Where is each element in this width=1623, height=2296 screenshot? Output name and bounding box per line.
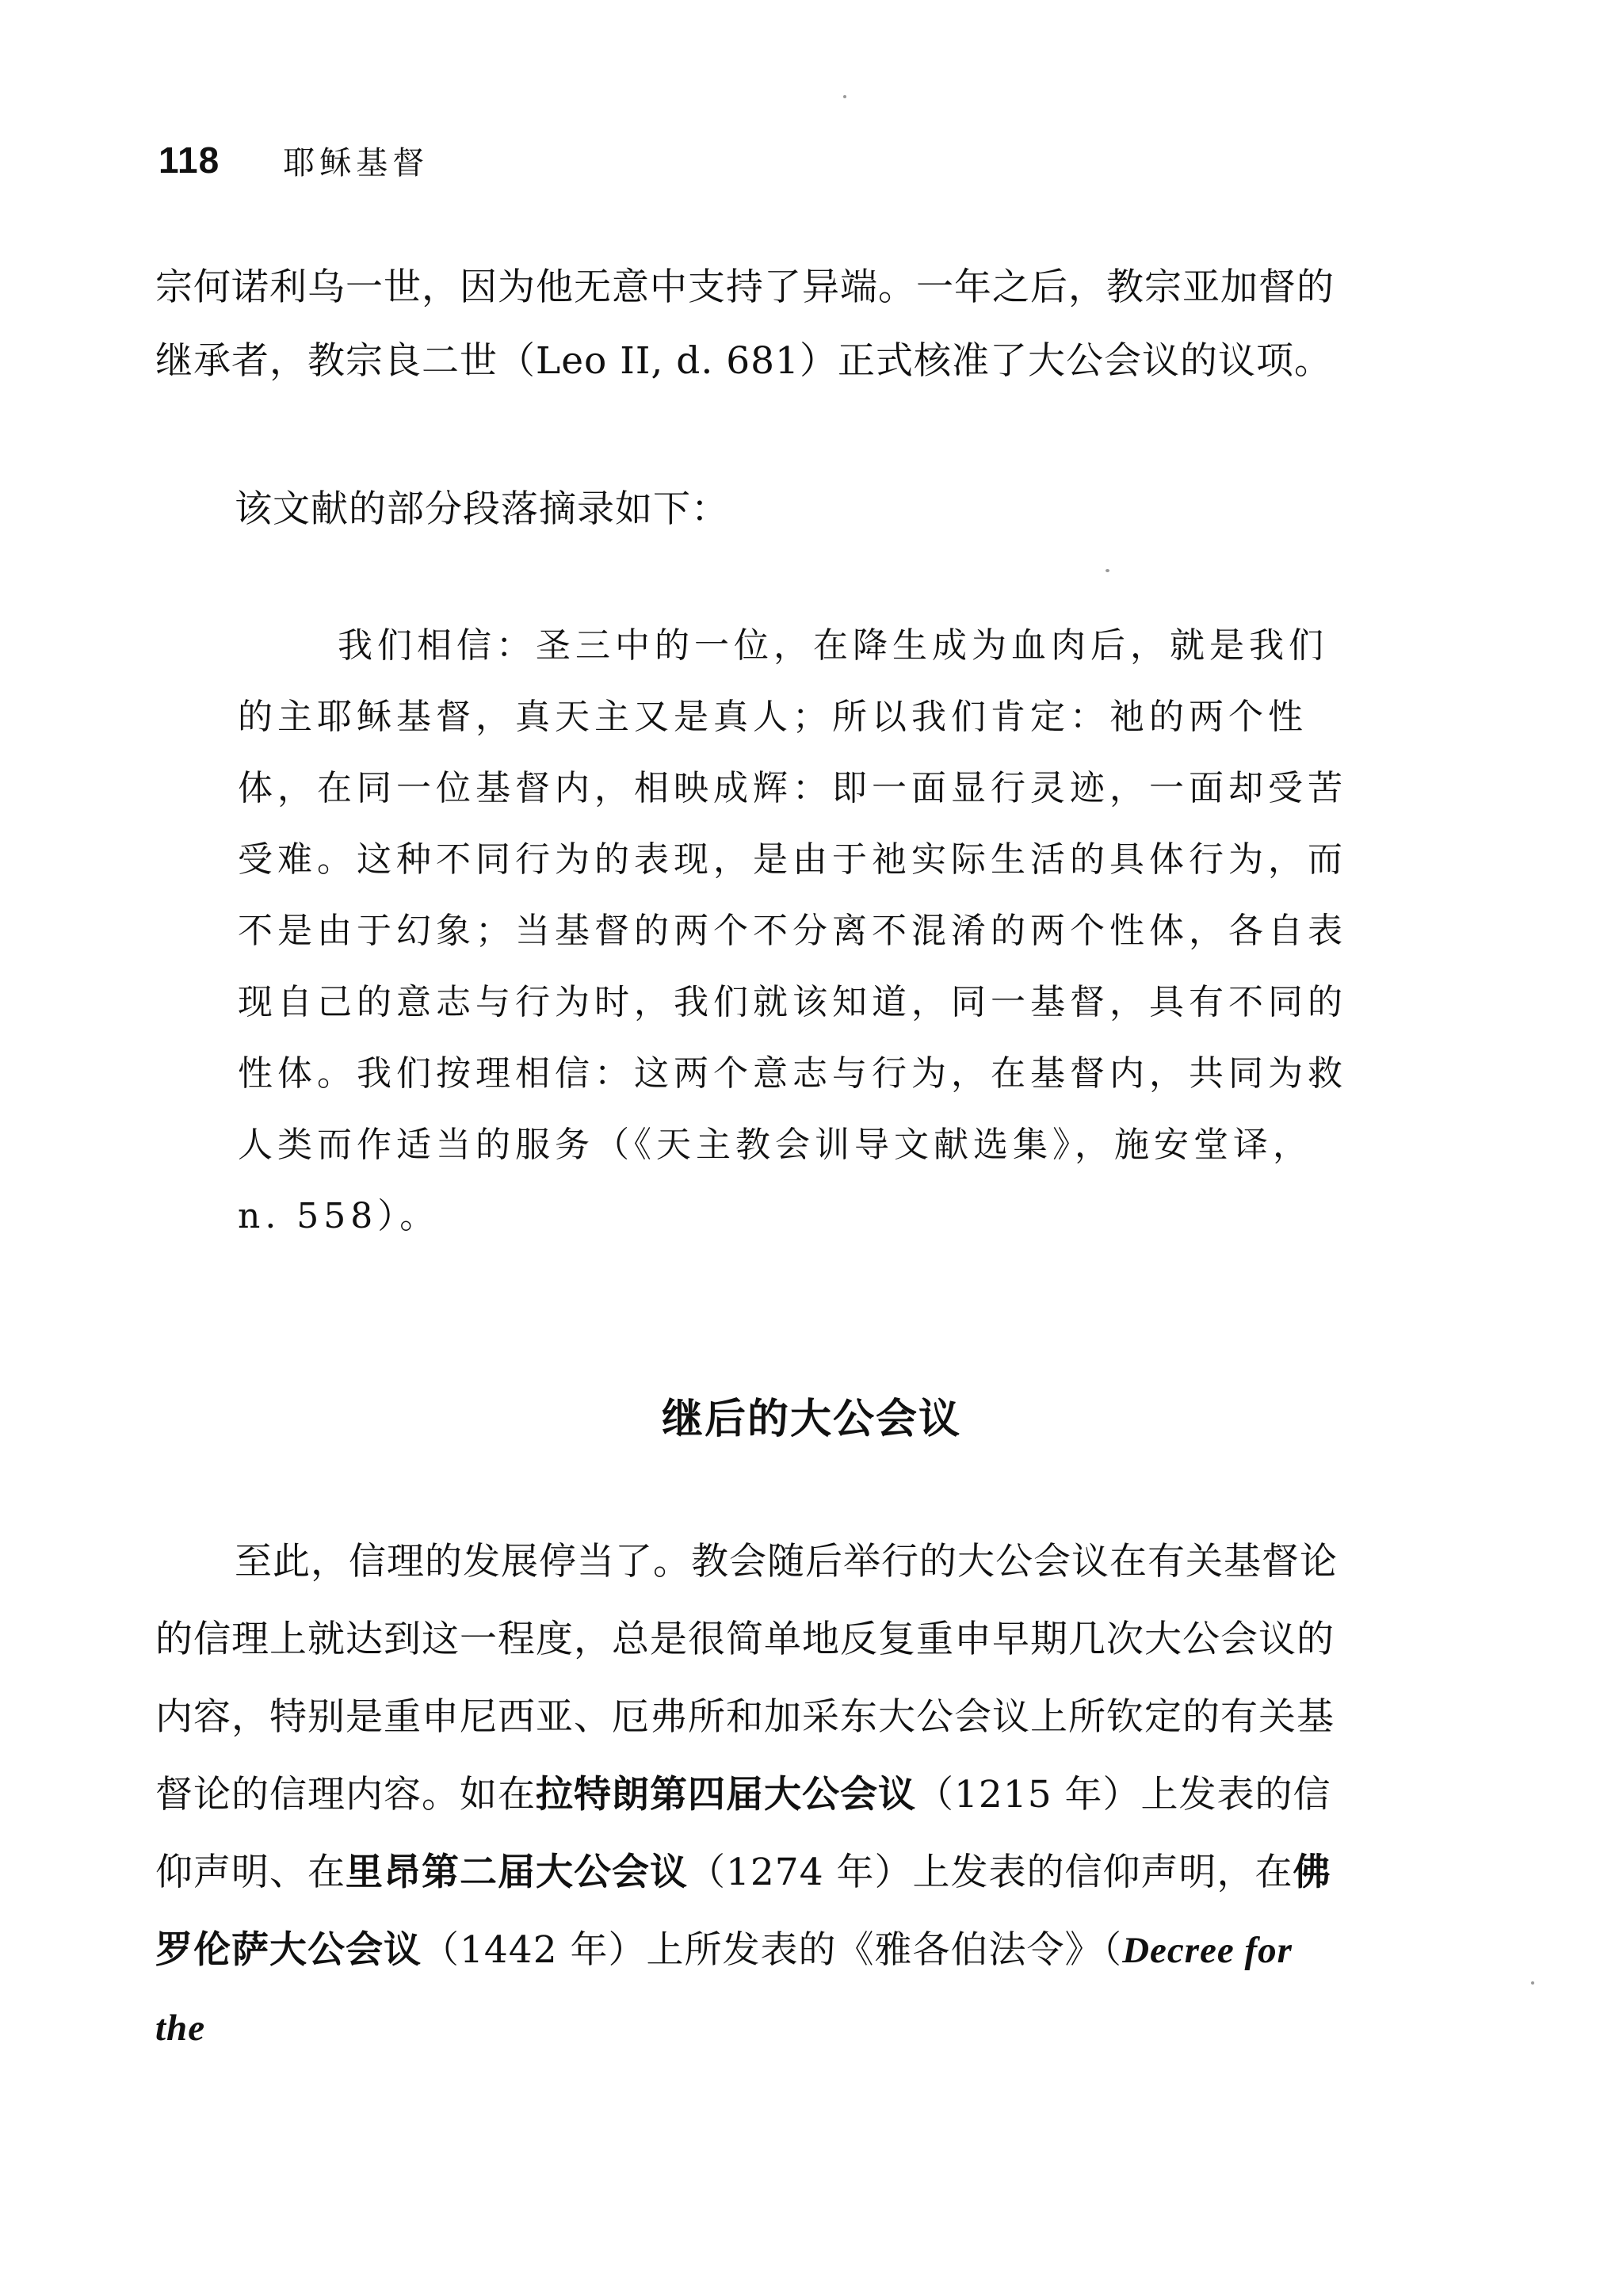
council-lateran-iv: 拉特朗第四届大公会议 — [536, 1773, 916, 1817]
running-head — [158, 136, 429, 184]
section-heading: 继后的大公会议 — [661, 1396, 961, 1443]
council-lyon-ii: 里昂第二届大公会议 — [346, 1851, 688, 1894]
paragraph-2 — [155, 472, 1352, 546]
block-quote — [238, 610, 1351, 1252]
paragraph-3-part4: （1442 年）上所发表的《雅各伯法令》（ — [422, 1928, 1123, 1972]
paragraph-3-text — [155, 1523, 1352, 2067]
paragraph-3-part3: （1274 年）上发表的信仰声明，在 — [688, 1851, 1293, 1894]
paragraph-1 — [155, 250, 1352, 398]
paragraph-3 — [155, 1523, 1352, 2067]
council-florence: 佛罗伦萨大公会议 — [155, 1851, 1331, 1972]
scan-speck — [1106, 569, 1109, 572]
paragraph-3-part1: 至此，信理的发展停当了。教会随后举行的大公会议在有关基督论的信理上就达到这一程度，总是很简单地反复重申早期几次大公会议的内容，特别是重申尼西亚、厄弗所和加采东大公会议上所钦定的有关基督论的信理内容。如在 — [155, 1540, 1338, 1817]
page-number: 118 — [158, 139, 220, 181]
scan-speck — [1531, 1981, 1534, 1985]
paragraph-2-text: 该文献的部分段落摘录如下： — [235, 487, 729, 531]
book-title: 耶稣基督 — [283, 144, 430, 181]
scan-speck — [843, 95, 846, 98]
paragraph-1-text: 宗何诺利乌一世，因为他无意中支持了异端。一年之后，教宗亚加督的继承者，教宗良二世（Leo II, d. 681）正式核准了大公会议的议项。 — [155, 266, 1335, 383]
block-quote-text: 我们相信：圣三中的一位，在降生成为血肉后，就是我们的主耶稣基督，真天主又是真人；所以我们肯定：祂的两个性体，在同一位基督内，相映成辉：即一面显行灵迹，一面却受苦受难。这种不同行为的表现，是由于祂实际生活的具体行为，而不是由于幻象；当基督的两个不分离不混淆的两个性体，各自表现自己的意志与行为时，我们就该知道，同一基督，具有不同的性体。我们按理相信：这两个意志与行为，在基督内，共同为救人类而作适当的服务（《天主教会训导文献选集》，施安堂译，n. 558）。 — [238, 625, 1347, 1236]
paragraph-3-part2: （1215 年）上发表的信仰声明、在 — [155, 1773, 1331, 1894]
decree-title-latin: Decree for the — [155, 1930, 1293, 2049]
